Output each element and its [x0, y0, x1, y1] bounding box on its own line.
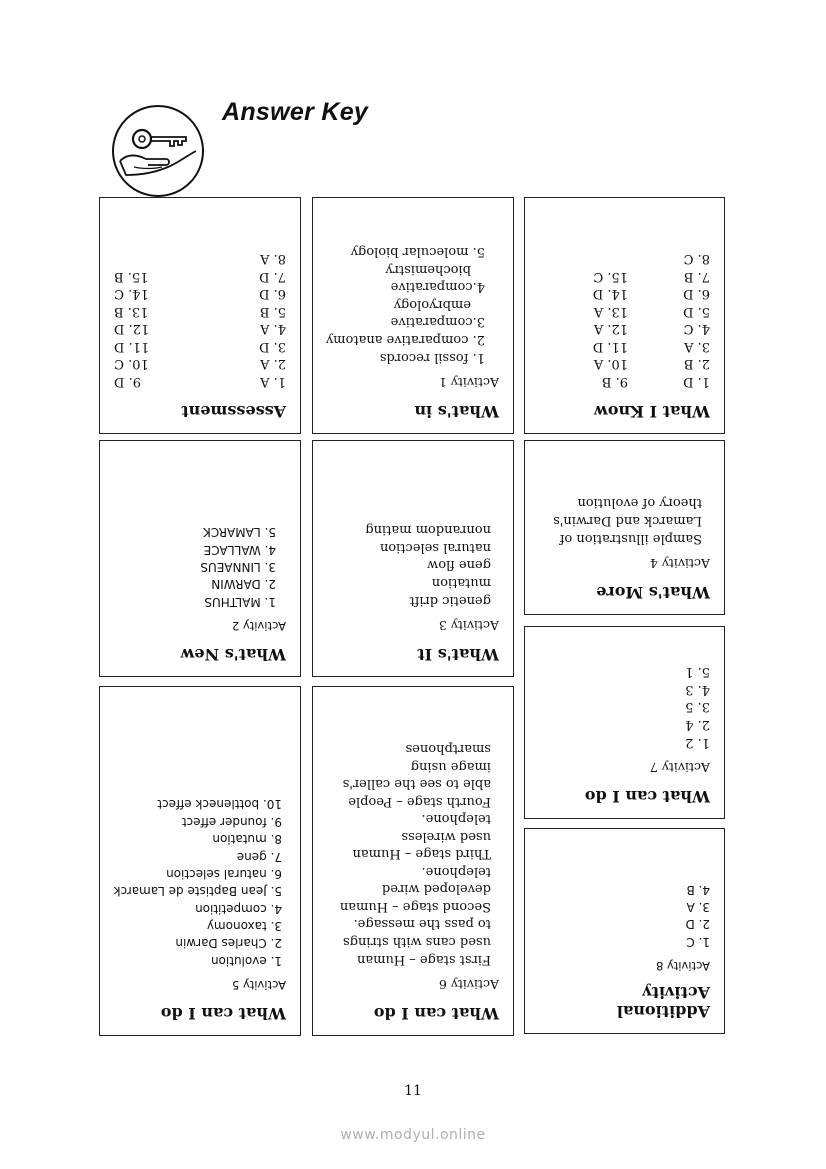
answer-cell: 12. D [114, 321, 150, 337]
answer-line: 5. LAMARCK [203, 525, 276, 540]
activity-label: Activity 2 [232, 618, 286, 633]
answer-line: 4. 3 [685, 681, 710, 697]
what-can-i-do-6-answers [327, 739, 499, 967]
activity-label: Activity 6 [438, 976, 499, 992]
answer-cell: 13. B [114, 303, 149, 319]
answer-line: 7. gene [236, 849, 282, 864]
answer-cell [129, 249, 211, 267]
answer-line: 4. WALLACE [203, 542, 276, 557]
answer-row [539, 355, 710, 373]
answer-row [539, 302, 710, 320]
answer-cell [141, 372, 217, 390]
page-number: 11 [404, 1083, 422, 1099]
answer-cell: 15. C [593, 268, 628, 284]
what-can-i-do-heading: What can I do [584, 787, 710, 806]
what-i-know-box [524, 197, 725, 434]
answer-row [114, 337, 286, 355]
answer-line: used cans with strings [342, 934, 491, 950]
additional-activity-answers [539, 880, 710, 950]
answer-line: 1. C [686, 934, 710, 949]
answer-cell: 6. D [683, 286, 710, 302]
answer-cell: 12. A [593, 321, 628, 337]
whats-more-box [524, 440, 725, 615]
answer-line: embryology [393, 296, 471, 312]
answer-cell: 6. D [259, 286, 286, 302]
answer-cell: 3. D [259, 338, 286, 354]
answer-cell: 4. C [683, 321, 710, 337]
answer-line: 5. 1 [685, 664, 710, 680]
answer-row [114, 355, 286, 373]
what-can-i-do-7-answers [539, 663, 710, 751]
answer-cell: 3. A [684, 338, 710, 354]
answer-line: 3. LINNAEUS [200, 560, 276, 575]
answer-line: 8. mutation [212, 832, 282, 847]
what-can-i-do-7-box [524, 626, 725, 819]
whats-new-box [99, 440, 301, 677]
answer-line: First stage – Human [356, 951, 491, 967]
what-can-i-do-6-box [312, 686, 514, 1036]
answer-row [539, 372, 710, 390]
answer-line: natural selection [379, 539, 491, 555]
key-in-hand-logo [110, 103, 206, 199]
heading-line-1: Additional [616, 1002, 710, 1021]
answer-cell [149, 337, 220, 355]
answer-cell: 7. D [259, 268, 286, 284]
assessment-heading: Assessment [181, 402, 286, 421]
answer-line: telephone. [421, 863, 491, 879]
whats-new-heading: What's New [180, 645, 286, 664]
answer-line: Third stage – Human [352, 846, 491, 862]
answer-row [539, 285, 710, 303]
answer-row [114, 320, 286, 338]
answer-line: 5. molecular biology [350, 244, 485, 260]
additional-activity-heading [539, 983, 710, 1021]
activity-label: Activity 5 [232, 977, 286, 992]
answer-cell: 10. A [593, 356, 628, 372]
what-can-i-do-5-box [99, 686, 301, 1036]
answer-line: 5. Jean Baptiste de Lamarck [113, 884, 282, 899]
answer-line: 3. taxonomy [206, 919, 282, 934]
what-can-i-do-5-answers [114, 795, 286, 969]
answer-row [114, 249, 286, 267]
answer-cell: 9. D [114, 373, 141, 389]
answer-line: 1. evolution [210, 953, 282, 968]
answer-line: nonrandom mating [365, 522, 491, 538]
answer-cell: 8. A [260, 250, 286, 266]
answer-cell [148, 267, 220, 285]
answer-cell: 7. B [683, 268, 710, 284]
answer-line: used wireless [401, 828, 491, 844]
answer-cell: 11. D [114, 338, 150, 354]
answer-cell: 1. A [260, 373, 286, 389]
answer-line: 4. B [686, 882, 710, 897]
answer-line: 3.comparative [390, 314, 485, 330]
answer-line: gene flow [427, 557, 491, 573]
answer-row [539, 320, 710, 338]
whats-in-box [312, 197, 514, 434]
additional-activity-box [524, 828, 725, 1034]
whats-it-answers [327, 521, 499, 609]
answer-row [539, 337, 710, 355]
activity-label: Activity 1 [438, 374, 499, 390]
answer-line: 3. 5 [685, 699, 710, 715]
assessment-answers [114, 249, 286, 389]
answer-line: 10. bottleneck effect [157, 797, 282, 812]
whats-in-answers [327, 243, 499, 366]
answer-row [114, 302, 286, 320]
whats-in-heading: What's in [414, 402, 499, 421]
what-i-know-heading: What I Know [594, 402, 710, 421]
what-can-i-do-heading: What can I do [373, 1004, 499, 1023]
activity-label: Activity 7 [649, 759, 710, 775]
answer-cell: 8. C [683, 250, 710, 266]
answer-line: able to see the caller's [342, 776, 491, 792]
answer-line: to pass the message. [353, 916, 491, 932]
what-can-i-do-heading: What can I do [160, 1004, 286, 1023]
answer-line: 1. MALTHUS [204, 594, 276, 609]
answer-cell: 11. D [592, 338, 628, 354]
answer-line: 1. fossil records [379, 349, 485, 365]
answer-line: 2. Charles Darwin [175, 936, 282, 951]
answer-row [114, 285, 286, 303]
answer-line: 3. A [686, 899, 710, 914]
answer-line: image using [410, 758, 491, 774]
answer-cell: 10. C [114, 356, 149, 372]
what-i-know-answers [539, 249, 710, 389]
answer-cell: 15. B [114, 268, 149, 284]
answer-row [114, 267, 286, 285]
whats-more-answers [539, 494, 710, 547]
watermark-footer: www.modyul.online [340, 1127, 486, 1143]
answer-line: 9. founder effect [181, 814, 282, 829]
answer-line: 2. DARWIN [211, 577, 276, 592]
answer-cell [149, 320, 220, 338]
answer-line: 6. natural selection [166, 866, 282, 881]
answer-cell: 14. C [114, 286, 149, 302]
answer-line: 4. competition [195, 901, 282, 916]
answer-line: genetic drift [409, 592, 491, 608]
answer-line: 2. D [685, 917, 710, 932]
answer-cell: 2. A [260, 356, 286, 372]
answer-line: telephone. [421, 811, 491, 827]
answer-cell: 1. D [683, 373, 710, 389]
answer-cell [148, 302, 220, 320]
answer-line: 1. 2 [685, 734, 710, 750]
answer-line: 4.comparative [390, 279, 485, 295]
answer-line: Fourth stage – People [348, 793, 491, 809]
answer-cell [149, 285, 221, 303]
answer-line: mutation [431, 575, 491, 591]
activity-label: Activity 3 [438, 617, 499, 633]
answer-line: biochemistry [385, 261, 471, 277]
answer-line: 2. 4 [685, 717, 710, 733]
whats-new-answers [114, 523, 286, 610]
page-title: Answer Key [222, 98, 369, 126]
answer-cell: 2. B [683, 356, 710, 372]
assessment-box [99, 197, 301, 434]
answer-line: Lamarck and Darwin's [553, 513, 702, 529]
answer-line: theory of evolution [577, 495, 702, 511]
answer-line: Second stage – Human [339, 898, 491, 914]
whats-more-heading: What's More [596, 583, 710, 602]
answer-row [539, 267, 710, 285]
answer-cell: 5. B [259, 303, 286, 319]
answer-cell: 14. D [592, 286, 628, 302]
answer-row [539, 249, 710, 267]
answer-cell [149, 355, 221, 373]
answer-line: developed wired [381, 881, 491, 897]
answer-cell: 13. A [593, 303, 628, 319]
answer-cell: 5. D [683, 303, 710, 319]
heading-line-2: Activity [642, 982, 710, 1002]
whats-it-box [312, 440, 514, 677]
activity-label: Activity 8 [656, 958, 710, 973]
answer-line: smartphones [405, 741, 491, 756]
answer-cell: 4. A [260, 321, 286, 337]
activity-label: Activity 4 [649, 555, 710, 571]
answer-cell: 9. B [601, 373, 628, 389]
answer-line: Sample illustration of [559, 530, 702, 546]
whats-it-heading: What's It [417, 645, 499, 664]
answer-line: 2. comparative anatomy [325, 332, 485, 348]
answer-row [114, 372, 286, 390]
